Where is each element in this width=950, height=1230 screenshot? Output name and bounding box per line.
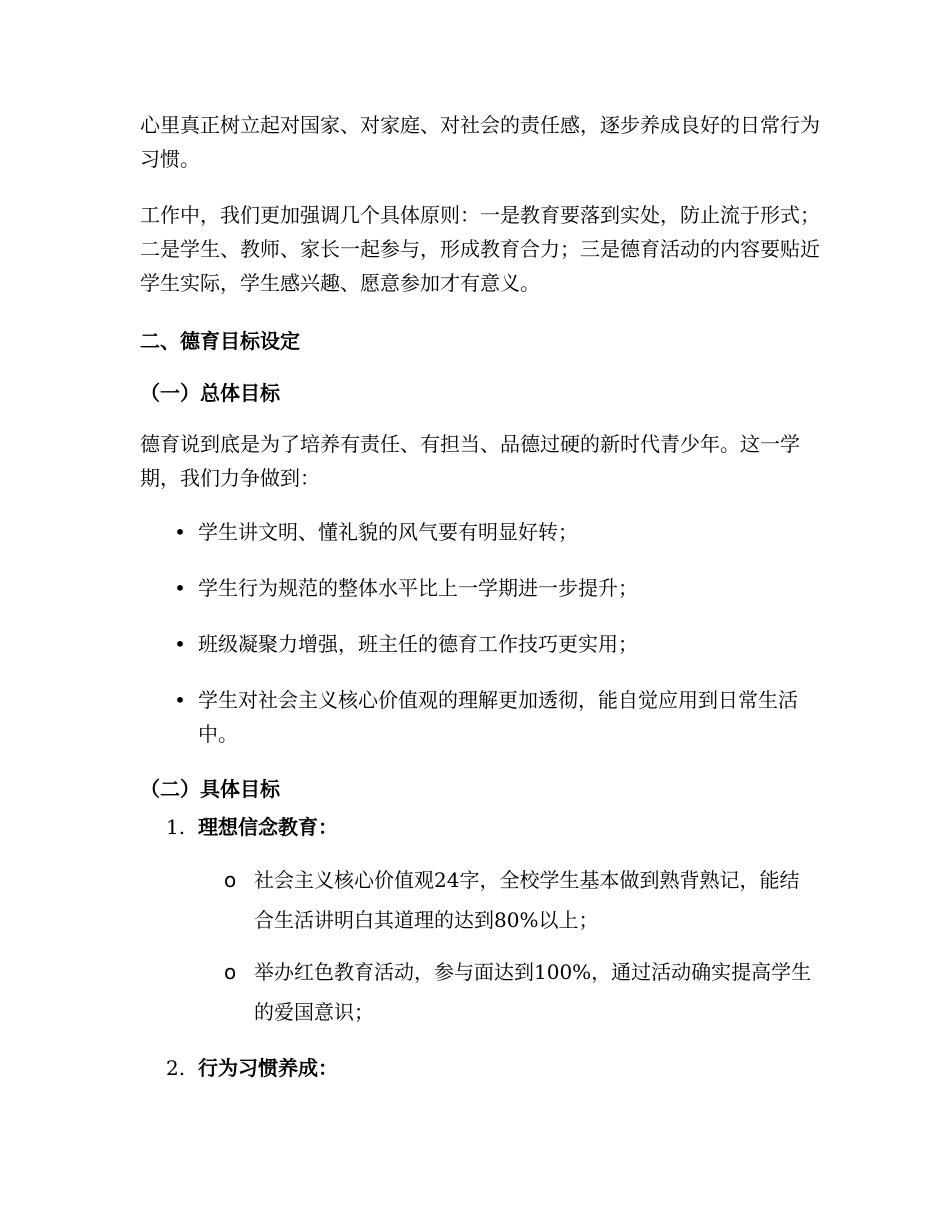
circle-bullet-icon: o — [224, 960, 237, 984]
paragraph-overall-intro: 德育说到底是为了培养有责任、有担当、品德过硬的新时代青少年。这一学期，我们力争做到： — [140, 432, 800, 490]
list-item-text: 学生对社会主义核心价值观的理解更加透彻，能自觉应用到日常生活中。 — [198, 688, 798, 746]
numbered-item-label: 行为习惯养成： — [198, 1056, 338, 1080]
sub-list-item-text: 社会主义核心价值观24字，全校学生基本做到熟背熟记，能结合生活讲明白其道理的达到80%以上； — [254, 868, 800, 932]
numbered-marker: 1. — [166, 815, 186, 839]
list-item-text: 学生行为规范的整体水平比上一学期进一步提升； — [198, 576, 638, 600]
bullet-icon: • — [174, 688, 186, 712]
section-heading-goals: 二、德育目标设定 — [140, 329, 300, 353]
subheading-specific-goals: （二）具体目标 — [140, 777, 280, 801]
sub-list-item-text: 举办红色教育活动，参与面达到100%，通过活动确实提高学生的爱国意识； — [254, 960, 812, 1024]
paragraph-responsibility: 心里真正树立起对国家、对家庭、对社会的责任感，逐步养成良好的日常行为习惯。 — [140, 113, 820, 171]
paragraph-principles: 工作中，我们更加强调几个具体原则：一是教育要落到实处，防止流于形式；二是学生、教师、家长一起参与，形成教育合力；三是德育活动的内容要贴近学生实际，学生感兴趣、愿意参加才有意义。 — [140, 203, 820, 295]
circle-bullet-icon: o — [224, 868, 237, 892]
numbered-marker: 2. — [166, 1056, 186, 1080]
list-item-text: 班级凝聚力增强，班主任的德育工作技巧更实用； — [198, 632, 638, 656]
list-item-text: 学生讲文明、懂礼貌的风气要有明显好转； — [198, 520, 578, 544]
subheading-overall-goals: （一）总体目标 — [140, 381, 280, 405]
numbered-item-label: 理想信念教育： — [198, 815, 338, 839]
bullet-icon: • — [174, 520, 186, 544]
bullet-icon: • — [174, 576, 186, 600]
bullet-icon: • — [174, 632, 186, 656]
